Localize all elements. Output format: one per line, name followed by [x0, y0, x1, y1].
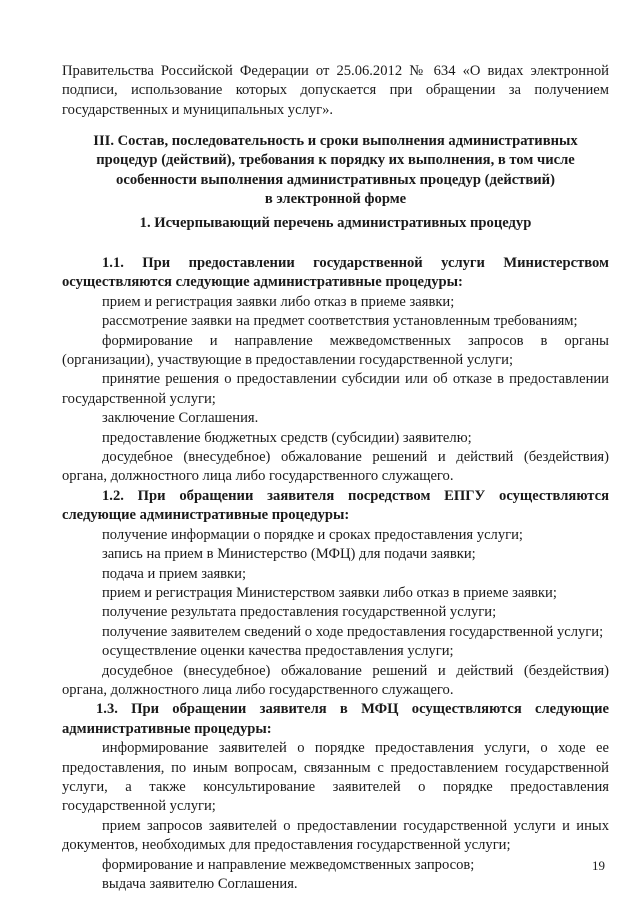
intro-paragraph	[62, 62, 609, 120]
list-item: принятие решения о предоставлении субсидии или об отказе в предоставлении государственной услуги;	[62, 371, 609, 407]
list-item: подача и прием заявки;	[102, 565, 247, 582]
list-item: прием запросов заявителей о предоставлении государственной услуги и иных документов, необходимых для предоставления государственной услуги;	[62, 817, 609, 854]
clause-1-3-heading-cont: административные процедуры:	[62, 720, 272, 737]
list-item: досудебное (внесудебное) обжалование решений и действий (бездействия) органа, должностного лица либо государственного служащего.	[62, 449, 609, 485]
list-item: формирование и направление межведомственных запросов;	[102, 856, 475, 873]
clause-1-2-heading-cont: следующие административные процедуры:	[62, 507, 350, 524]
section-heading	[62, 132, 609, 210]
list-item: получение результата предоставления государственной услуги;	[102, 604, 497, 621]
section-heading-line: III. Состав, последовательность и сроки выполнения административных	[93, 133, 578, 149]
list-item: предоставление бюджетных средств (субсидии) заявителю;	[102, 429, 472, 446]
intro-line: Правительства Российской Федерации от 25.06.2012 № 634 «О видах электронной	[62, 63, 609, 79]
list-item: прием и регистрация Министерством заявки либо отказ в приеме заявки;	[102, 584, 557, 601]
list-item: информирование заявителей о порядке предоставления услуги, о ходе ее предоставления, по иным вопросам, связанным с предоставлением государственной услуги, а также консультирование заявителей о порядке предоставления государственной услуги;	[62, 740, 609, 815]
clause-1-1-heading-cont: осуществляются следующие административные процедуры:	[62, 274, 463, 291]
section-heading-line: особенности выполнения административных процедур (действий)	[116, 171, 555, 188]
clause-1-2-heading: 1.2. При обращении заявителя посредством ЕПГУ осуществляются	[102, 487, 609, 504]
list-item: получение информации о порядке и сроках предоставления услуги;	[102, 526, 523, 543]
list-item: получение заявителем сведений о ходе предоставления государственной услуги;	[102, 623, 604, 640]
list-item: прием и регистрация заявки либо отказ в приеме заявки;	[102, 293, 455, 310]
list-item: заключение Соглашения.	[102, 410, 259, 427]
list-item: рассмотрение заявки на предмет соответствия установленным требованиям;	[102, 313, 578, 330]
list-item: запись на прием в Министерство (МФЦ) для подачи заявки;	[102, 546, 476, 563]
list-item: формирование и направление межведомственных запросов в органы (организации), участвующие в предоставлении государственной услуги;	[62, 332, 609, 369]
document-body	[62, 254, 609, 894]
page-number: 19	[592, 858, 605, 873]
subsection-heading: 1. Исчерпывающий перечень административных процедур	[139, 215, 532, 231]
clause-1-1-heading: 1.1. При предоставлении государственной услуги Министерством	[102, 255, 609, 271]
intro-text: подписи, использование которых допускается при обращении за получением государственных и муниципальных услуг».	[62, 82, 609, 118]
section-heading-line: в электронной форме	[264, 191, 407, 208]
list-item: осуществление оценки качества предоставления услуги;	[102, 643, 454, 660]
section-heading-line: процедур (действий), требования к порядку их выполнения, в том числе	[96, 152, 575, 169]
list-item: выдача заявителю Соглашения.	[102, 876, 298, 892]
clause-1-3-heading: 1.3. При обращении заявителя в МФЦ осуществляются следующие	[96, 701, 609, 718]
list-item: досудебное (внесудебное) обжалование решений и действий (бездействия) органа, должностного лица либо государственного служащего.	[62, 662, 609, 698]
